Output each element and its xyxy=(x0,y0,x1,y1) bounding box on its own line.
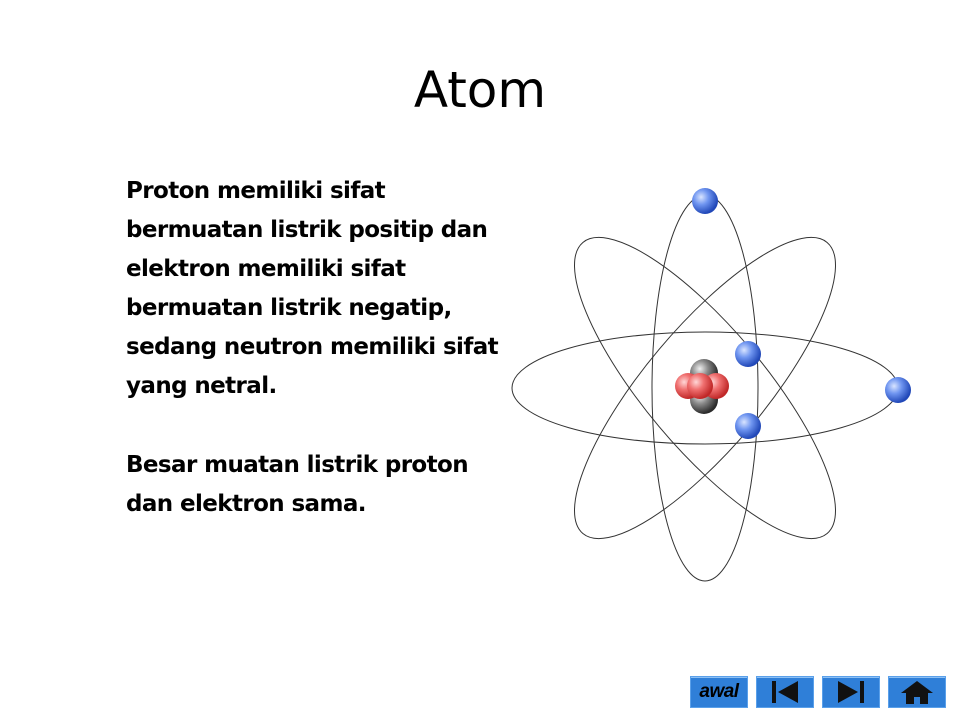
slide-body xyxy=(126,172,506,564)
nucleus xyxy=(675,359,729,414)
awal-button[interactable]: awal xyxy=(690,676,748,708)
electron-particle xyxy=(735,413,761,439)
slide-navigation xyxy=(690,676,946,708)
atom-diagram xyxy=(500,180,920,590)
electron-particle xyxy=(735,341,761,367)
paragraph-charge-equal: Besar muatan listrik proton dan elektron sama. xyxy=(126,452,469,517)
home-icon xyxy=(897,679,937,705)
home-button[interactable] xyxy=(888,676,946,708)
skip-next-icon xyxy=(831,679,871,705)
page-title: Atom xyxy=(413,61,547,119)
electron-particle xyxy=(692,188,718,214)
previous-button[interactable] xyxy=(756,676,814,708)
electron-particle xyxy=(885,377,911,403)
paragraph-proton-electron: Proton memiliki sifat bermuatan listrik positip dan elektron memiliki sifat bermuatan listrik negatip, sedang neutron memiliki sifat yang netral. xyxy=(126,178,499,399)
skip-previous-icon xyxy=(765,679,805,705)
next-button[interactable] xyxy=(822,676,880,708)
proton-particle xyxy=(687,373,713,399)
